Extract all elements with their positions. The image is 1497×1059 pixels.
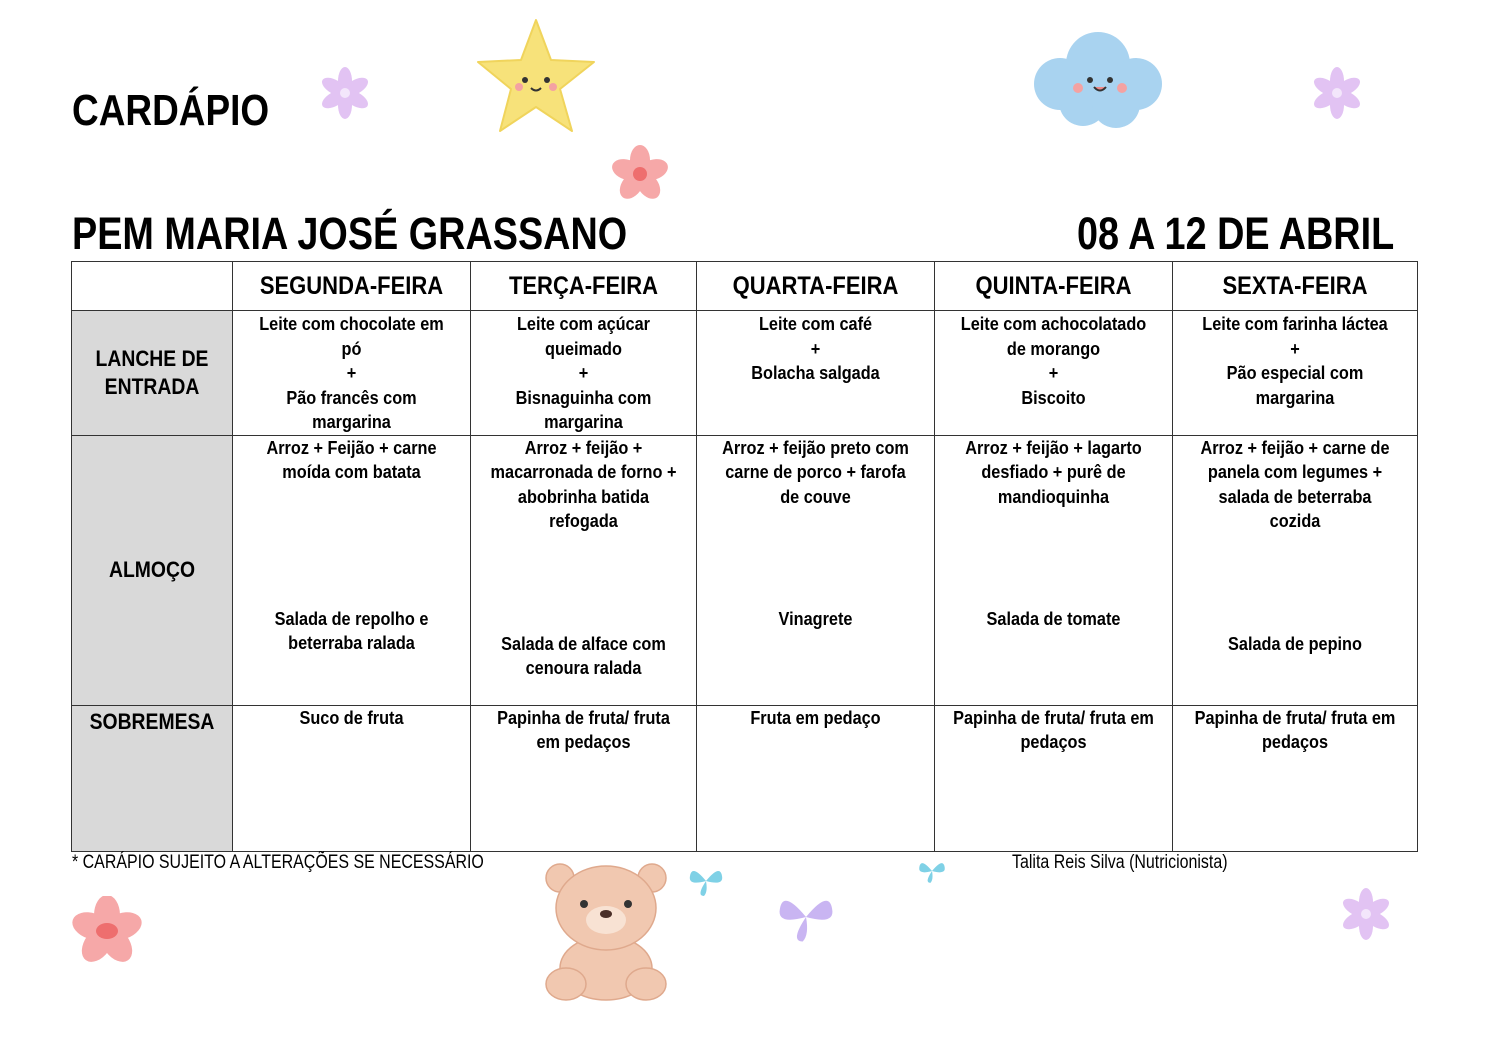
lilac-flower-icon <box>1310 66 1364 120</box>
date-range: 08 A 12 DE ABRIL <box>1077 208 1395 259</box>
menu-cell: Arroz + feijão preto com carne de porco + farofa de couve Vinagrete <box>697 435 935 705</box>
school-name: PEM MARIA JOSÉ GRASSANO <box>72 208 628 259</box>
row-header-lanche: LANCHE DE ENTRADA <box>72 311 233 436</box>
menu-cell: Leite com chocolate em pó + Pão francês com margarina <box>233 311 471 436</box>
butterfly-icon <box>916 856 948 886</box>
lilac-flower-icon <box>1338 886 1394 942</box>
menu-cell: Leite com farinha láctea + Pão especial com margarina <box>1173 311 1418 436</box>
butterfly-icon <box>772 886 840 948</box>
nutritionist-signature: Talita Reis Silva (Nutricionista) <box>1012 852 1228 873</box>
menu-cell: Leite com açúcar queimado + Bisnaguinha com margarina <box>471 311 697 436</box>
menu-cell: Leite com achocolatado de morango + Biscoito <box>935 311 1173 436</box>
star-mascot-icon <box>470 14 600 144</box>
day-header: TERÇA-FEIRA <box>471 262 697 311</box>
table-row <box>72 311 1418 436</box>
menu-table <box>71 261 1418 852</box>
menu-cell: Fruta em pedaço <box>697 705 935 851</box>
menu-cell: Papinha de fruta/ fruta em pedaços <box>935 705 1173 851</box>
menu-cell: Suco de fruta <box>233 705 471 851</box>
footer-note: * CARÁPIO SUJEITO A ALTERAÇÕES SE NECESSÁRIO <box>72 852 484 873</box>
teddy-bear-icon <box>536 856 676 1004</box>
pink-flower-icon <box>608 142 672 206</box>
table-row <box>72 435 1418 705</box>
butterfly-icon <box>686 862 726 900</box>
menu-cell: Papinha de fruta/ fruta em pedaços <box>471 705 697 851</box>
day-header: SEGUNDA-FEIRA <box>233 262 471 311</box>
row-header-sobremesa: SOBREMESA <box>72 705 233 851</box>
table-header-row <box>72 262 1418 311</box>
row-header-almoco: ALMOÇO <box>72 435 233 705</box>
day-header: QUARTA-FEIRA <box>697 262 935 311</box>
header-corner-cell <box>72 262 233 311</box>
menu-cell: Arroz + feijão + macarronada de forno + abobrinha batida refogada Salada de alface com cenoura ralada <box>471 435 697 705</box>
cloud-mascot-icon <box>1028 24 1168 132</box>
menu-cell: Arroz + feijão + lagarto desfiado + purê de mandioquinha Salada de tomate <box>935 435 1173 705</box>
pink-flower-icon <box>64 896 150 966</box>
menu-cell: Papinha de fruta/ fruta em pedaços <box>1173 705 1418 851</box>
table-row <box>72 705 1418 851</box>
page-title: CARDÁPIO <box>72 86 270 135</box>
lilac-flower-icon <box>318 66 372 120</box>
menu-cell: Leite com café + Bolacha salgada <box>697 311 935 436</box>
day-header: SEXTA-FEIRA <box>1173 262 1418 311</box>
day-header: QUINTA-FEIRA <box>935 262 1173 311</box>
menu-cell: Arroz + feijão + carne de panela com legumes + salada de beterraba cozida Salada de pepino <box>1173 435 1418 705</box>
menu-cell: Arroz + Feijão + carne moída com batata Salada de repolho e beterraba ralada <box>233 435 471 705</box>
